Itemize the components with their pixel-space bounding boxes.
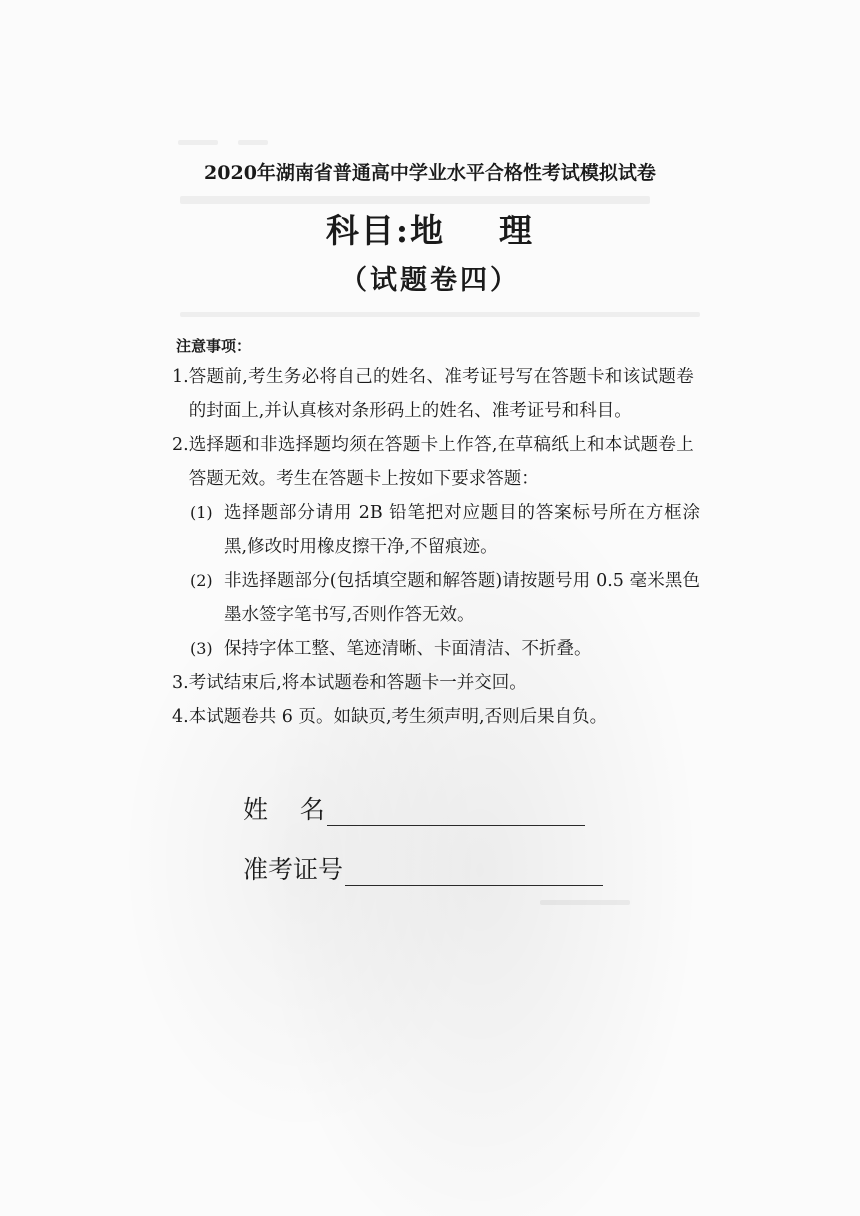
bleed-through-mark	[180, 312, 700, 317]
notice-heading: 注意事项：	[176, 337, 252, 355]
bleed-through-mark	[540, 900, 630, 905]
exam-subject: 科目:地 理	[325, 211, 535, 250]
notice-subitem-number: (3)	[190, 639, 213, 658]
exam-id-blank-line[interactable]	[345, 861, 603, 886]
notice-subitem	[172, 564, 702, 632]
exam-id-field-row	[243, 850, 603, 886]
notice-subitem-text: 非选择题部分(包括填空题和解答题)请按题号用 0.5 毫米黑色墨水签字笔书写,否则作答无效。	[224, 571, 700, 625]
notice-subitem-text: 保持字体工整、笔迹清晰、卡面清洁、不折叠。	[224, 639, 592, 659]
exam-volume: （试题卷四）	[340, 265, 520, 296]
exam-id-label: 准考证号	[243, 855, 344, 884]
exam-title: 2020年湖南省普通高中学业水平合格性考试模拟试卷	[204, 162, 656, 184]
name-blank-line[interactable]	[327, 801, 585, 826]
notice-item-number: 3.	[172, 673, 189, 693]
bleed-through-mark	[178, 140, 218, 145]
notice-item-number: 2.	[172, 435, 189, 455]
notice-item-text: 考试结束后,将本试题卷和答题卡一并交回。	[188, 673, 527, 693]
notice-item	[172, 428, 702, 496]
notice-subitem	[172, 496, 702, 564]
notice-list	[172, 360, 702, 734]
notice-item	[172, 360, 702, 428]
notice-item-text: 本试题卷共 6 页。如缺页,考生须声明,否则后果自负。	[188, 707, 608, 727]
notice-item-text: 答题前,考生务必将自己的姓名、准考证号写在答题卡和该试题卷的封面上,并认真核对条形码上的姓名、准考证号和科目。	[188, 367, 694, 421]
bleed-through-mark	[238, 140, 268, 145]
name-label: 姓 名	[243, 795, 325, 824]
bleed-through-mark	[180, 196, 650, 204]
notice-item-number: 4.	[172, 707, 189, 727]
notice-subitem	[172, 632, 702, 666]
notice-item	[172, 666, 702, 700]
name-field-row	[243, 790, 585, 826]
notice-item-number: 1.	[172, 367, 189, 387]
notice-item-text: 选择题和非选择题均须在答题卡上作答,在草稿纸上和本试题卷上答题无效。考生在答题卡上按如下要求答题：	[188, 435, 694, 489]
notice-subitem-text: 选择题部分请用 2B 铅笔把对应题目的答案标号所在方框涂黑,修改时用橡皮擦干净,不留痕迹。	[224, 503, 700, 557]
notice-subitem-number: (1)	[190, 503, 213, 522]
notice-subitem-number: (2)	[190, 571, 213, 590]
notice-item	[172, 700, 702, 734]
